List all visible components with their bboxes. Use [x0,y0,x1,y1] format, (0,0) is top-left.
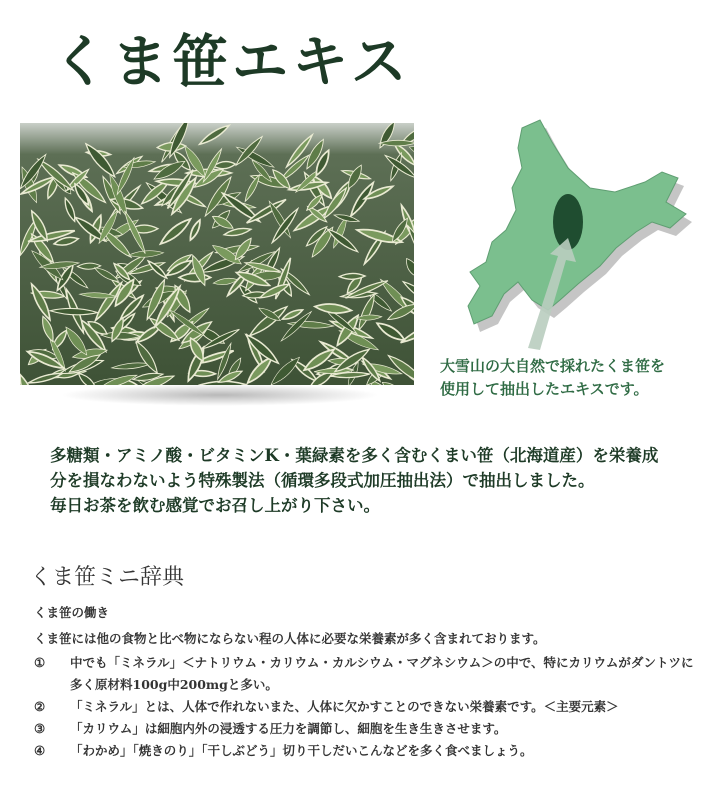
map-caption-line-2: 使用して抽出したエキスです。 [440,380,649,398]
list-item [34,740,704,762]
list-item-number: ③ [34,721,46,736]
intro-line-1: 多糖類・アミノ酸・ビタミンK・葉緑素を多く含むくまい笹（北海道産）を栄養成 [50,446,659,465]
dictionary-body [34,602,704,762]
list-item [34,718,704,740]
intro-line-3: 毎日お茶を飲む感覚でお召し上がり下さい。 [50,496,380,515]
dictionary-subheading: くま笹の働き [34,605,110,620]
intro-paragraph [50,443,710,518]
list-item-text: 「わかめ」「焼きのり」「干しぶどう」切り干しだいこんなどを多く食べましょう。 [70,743,533,758]
photo-shadow [60,384,380,406]
list-item-text: 中でも「ミネラル」＜ナトリウム・カリウム・カルシウム・マグネシウム＞の中で、特にカリウムがダントツに多く原材料100g中200mgと多い。 [70,655,694,692]
page-title: くま笹エキス [52,29,411,95]
list-item-number: ④ [34,743,46,758]
dictionary-list [34,652,704,762]
dictionary-lead: くま笹には他の食物と比べ物にならない程の人体に必要な栄養素が多く含まれております。 [34,631,546,646]
map-caption-line-1: 大雪山の大自然で採れたくま笹を [440,357,666,375]
dictionary-heading: くま笹ミニ辞典 [30,565,185,590]
intro-line-2: 分を損なわないよう特殊製法（循環多段式加圧抽出法）で抽出しました。 [50,471,595,490]
map-caption [440,355,710,401]
list-item-text: 「カリウム」は細胞内外の浸透する圧力を調節し、細胞を生き生きさせます。 [70,721,507,736]
list-item [34,652,704,696]
list-item-number: ② [34,699,46,714]
hokkaido-map [440,110,700,360]
list-item [34,696,704,718]
bamboo-grass-photo [20,123,414,385]
list-item-text: 「ミネラル」とは、人体で作れないまた、人体に欠かすことのできない栄養素です。＜主要元素＞ [70,699,619,714]
list-item-number: ① [34,655,46,670]
